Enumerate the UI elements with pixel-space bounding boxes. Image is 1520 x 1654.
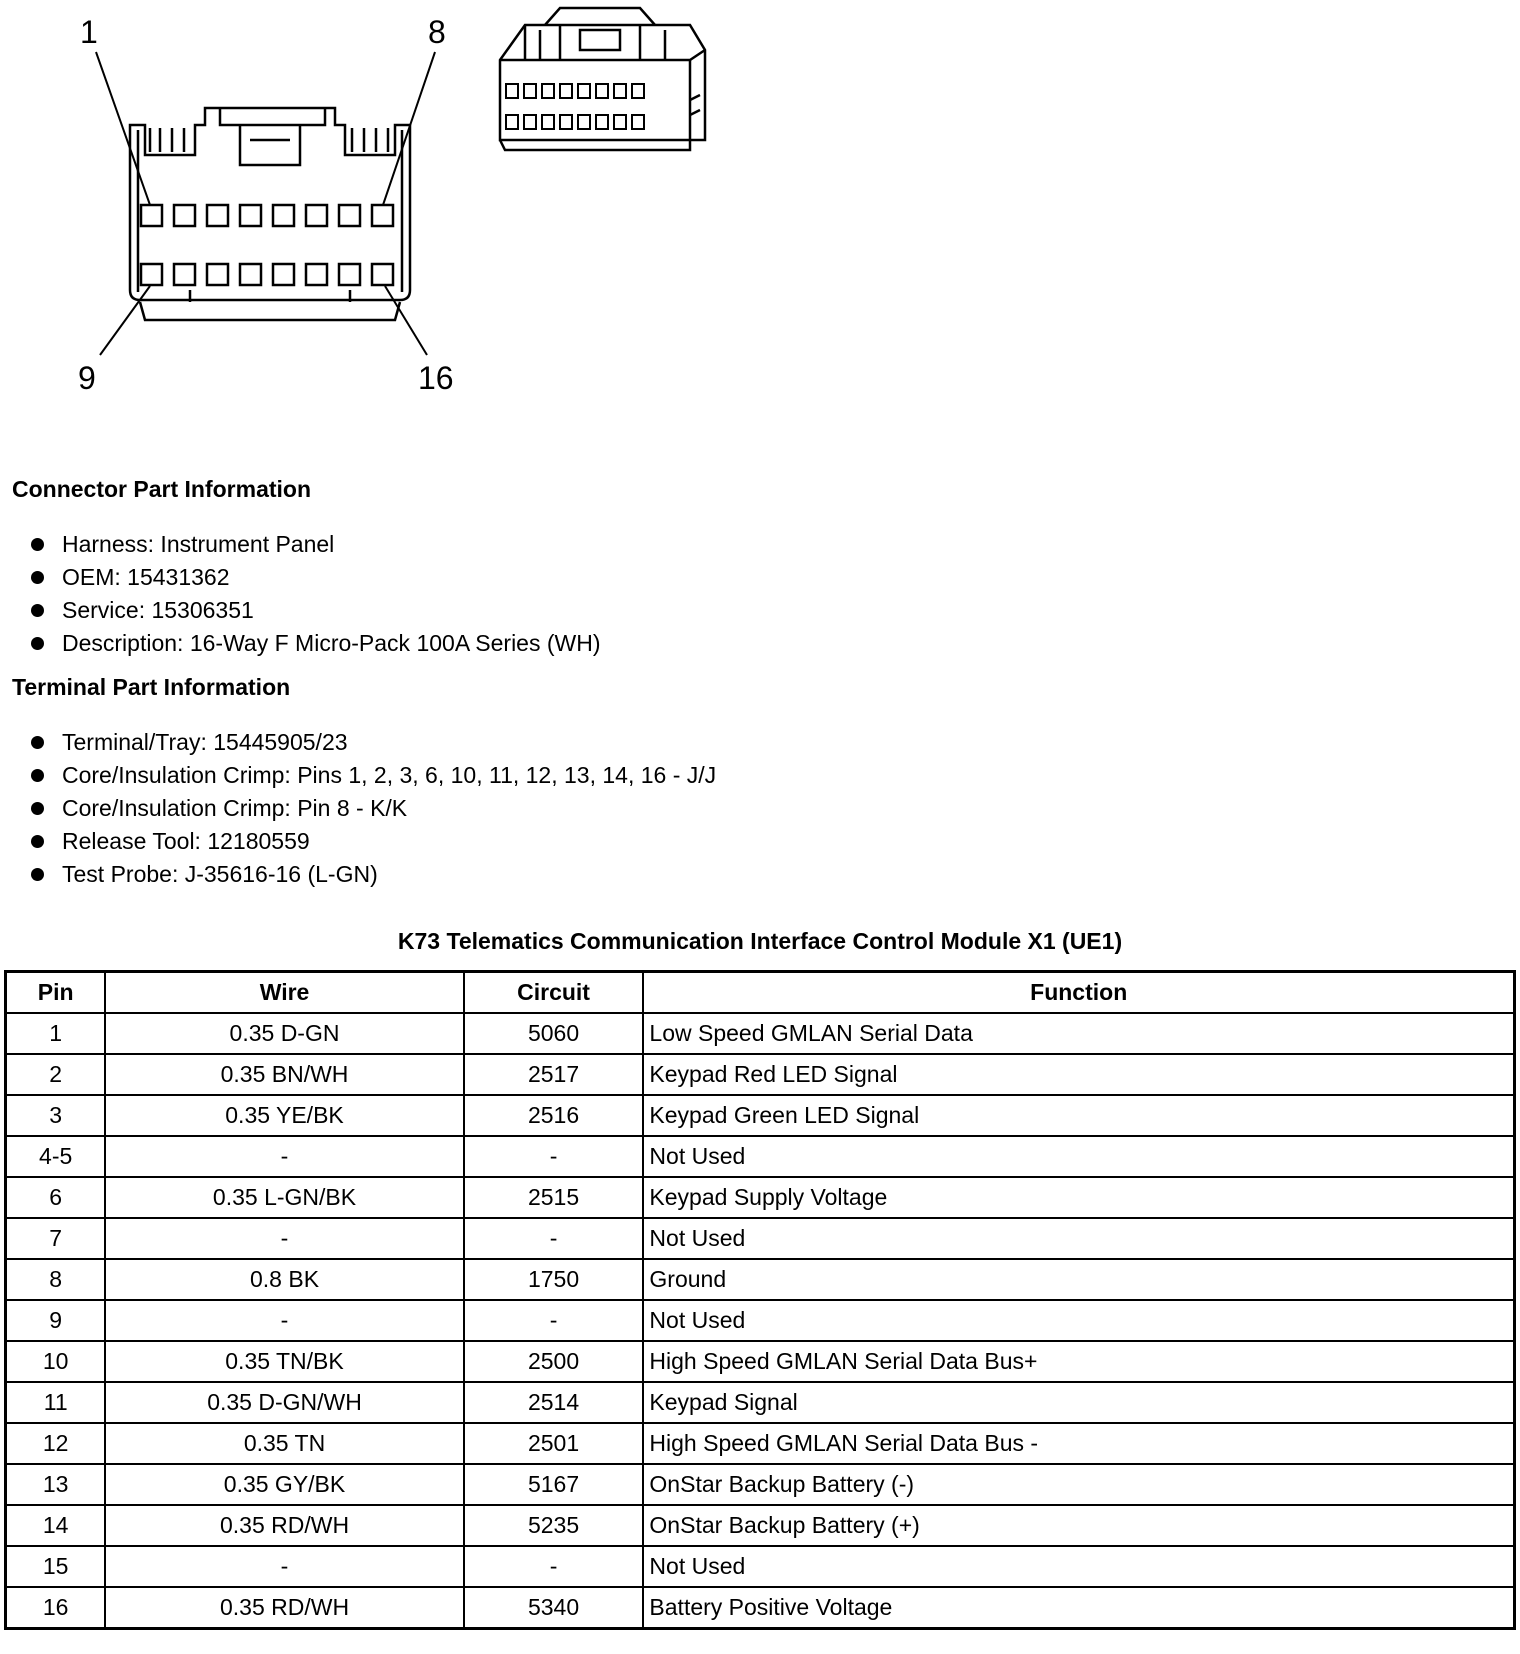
cell-wire: - [105,1546,463,1587]
cell-wire: - [105,1218,463,1259]
terminal-part-info-list [28,726,716,891]
cell-circuit: 2516 [464,1095,644,1136]
pin-label-8: 8 [428,14,446,50]
cell-circuit: 5167 [464,1464,644,1505]
cell-circuit: 5060 [464,1013,644,1054]
list-item: Core/Insulation Crimp: Pins 1, 2, 3, 6, 10, 11, 12, 13, 14, 16 - J/J [28,759,716,792]
cavity-row-bottom [141,264,393,285]
cell-pin: 8 [6,1259,106,1300]
table-row [6,1464,1515,1505]
cell-function: Keypad Green LED Signal [643,1095,1514,1136]
list-item: Core/Insulation Crimp: Pin 8 - K/K [28,792,716,825]
cell-pin: 16 [6,1587,106,1629]
cell-circuit: 2514 [464,1382,644,1423]
table-row [6,1300,1515,1341]
table-row [6,1546,1515,1587]
cell-wire: 0.35 TN [105,1423,463,1464]
cell-pin: 2 [6,1054,106,1095]
header-pin: Pin [6,972,106,1014]
cell-circuit: 2517 [464,1054,644,1095]
cell-function: Not Used [643,1218,1514,1259]
cell-function: OnStar Backup Battery (-) [643,1464,1514,1505]
list-item: Harness: Instrument Panel [28,528,601,561]
cell-wire: 0.35 D-GN/WH [105,1382,463,1423]
table-row [6,1054,1515,1095]
table-row [6,1095,1515,1136]
pin-label-9: 9 [78,360,96,396]
connector-isometric-illustration [0,0,720,160]
cell-pin: 9 [6,1300,106,1341]
cell-function: Not Used [643,1546,1514,1587]
table-row [6,1423,1515,1464]
cell-function: Not Used [643,1136,1514,1177]
cell-circuit: 2515 [464,1177,644,1218]
table-row [6,1505,1515,1546]
cell-circuit: - [464,1218,644,1259]
cell-function: Keypad Supply Voltage [643,1177,1514,1218]
cell-wire: 0.35 D-GN [105,1013,463,1054]
cell-wire: 0.35 BN/WH [105,1054,463,1095]
cell-circuit: 1750 [464,1259,644,1300]
table-header-row [6,972,1515,1014]
cell-function: Not Used [643,1300,1514,1341]
cell-pin: 7 [6,1218,106,1259]
cell-wire: 0.8 BK [105,1259,463,1300]
table-row [6,1382,1515,1423]
cell-function: High Speed GMLAN Serial Data Bus+ [643,1341,1514,1382]
cell-function: Low Speed GMLAN Serial Data [643,1013,1514,1054]
pin-label-1: 1 [80,14,98,50]
cell-circuit: 2501 [464,1423,644,1464]
list-item: Test Probe: J-35616-16 (L-GN) [28,858,716,891]
cell-wire: 0.35 GY/BK [105,1464,463,1505]
terminal-part-info-heading: Terminal Part Information [12,674,291,700]
table-row [6,1218,1515,1259]
cavity-row-top [141,205,393,226]
table-row [6,1177,1515,1218]
pin-table [4,970,1516,1630]
cell-pin: 4-5 [6,1136,106,1177]
cell-pin: 10 [6,1341,106,1382]
header-function: Function [643,972,1514,1014]
cell-wire: 0.35 RD/WH [105,1505,463,1546]
cell-pin: 6 [6,1177,106,1218]
header-wire: Wire [105,972,463,1014]
list-item: Description: 16-Way F Micro-Pack 100A Series (WH) [28,627,601,660]
cell-pin: 12 [6,1423,106,1464]
cell-wire: 0.35 YE/BK [105,1095,463,1136]
table-row [6,1136,1515,1177]
cell-wire: - [105,1300,463,1341]
list-item: Terminal/Tray: 15445905/23 [28,726,716,759]
cell-pin: 11 [6,1382,106,1423]
pin-table-title: K73 Telematics Communication Interface Control Module X1 (UE1) [397,928,1123,954]
table-row [6,1587,1515,1629]
cell-wire: 0.35 TN/BK [105,1341,463,1382]
cell-function: Keypad Red LED Signal [643,1054,1514,1095]
list-item: OEM: 15431362 [28,561,601,594]
table-row [6,1259,1515,1300]
connector-part-info-heading: Connector Part Information [12,476,312,502]
table-row [6,1341,1515,1382]
pin-label-16: 16 [418,360,454,396]
cell-pin: 13 [6,1464,106,1505]
cell-wire: 0.35 L-GN/BK [105,1177,463,1218]
cell-pin: 15 [6,1546,106,1587]
header-circuit: Circuit [464,972,644,1014]
cell-function: Keypad Signal [643,1382,1514,1423]
cell-circuit: - [464,1546,644,1587]
cell-circuit: - [464,1300,644,1341]
cell-function: Battery Positive Voltage [643,1587,1514,1629]
list-item: Release Tool: 12180559 [28,825,716,858]
cell-wire: - [105,1136,463,1177]
cell-wire: 0.35 RD/WH [105,1587,463,1629]
cell-function: OnStar Backup Battery (+) [643,1505,1514,1546]
cell-circuit: 5340 [464,1587,644,1629]
cell-function: Ground [643,1259,1514,1300]
cell-circuit: - [464,1136,644,1177]
cell-pin: 14 [6,1505,106,1546]
list-item: Service: 15306351 [28,594,601,627]
table-row [6,1013,1515,1054]
cell-function: High Speed GMLAN Serial Data Bus - [643,1423,1514,1464]
cell-circuit: 5235 [464,1505,644,1546]
cell-pin: 1 [6,1013,106,1054]
connector-part-info-list [28,528,601,660]
cell-pin: 3 [6,1095,106,1136]
cell-circuit: 2500 [464,1341,644,1382]
